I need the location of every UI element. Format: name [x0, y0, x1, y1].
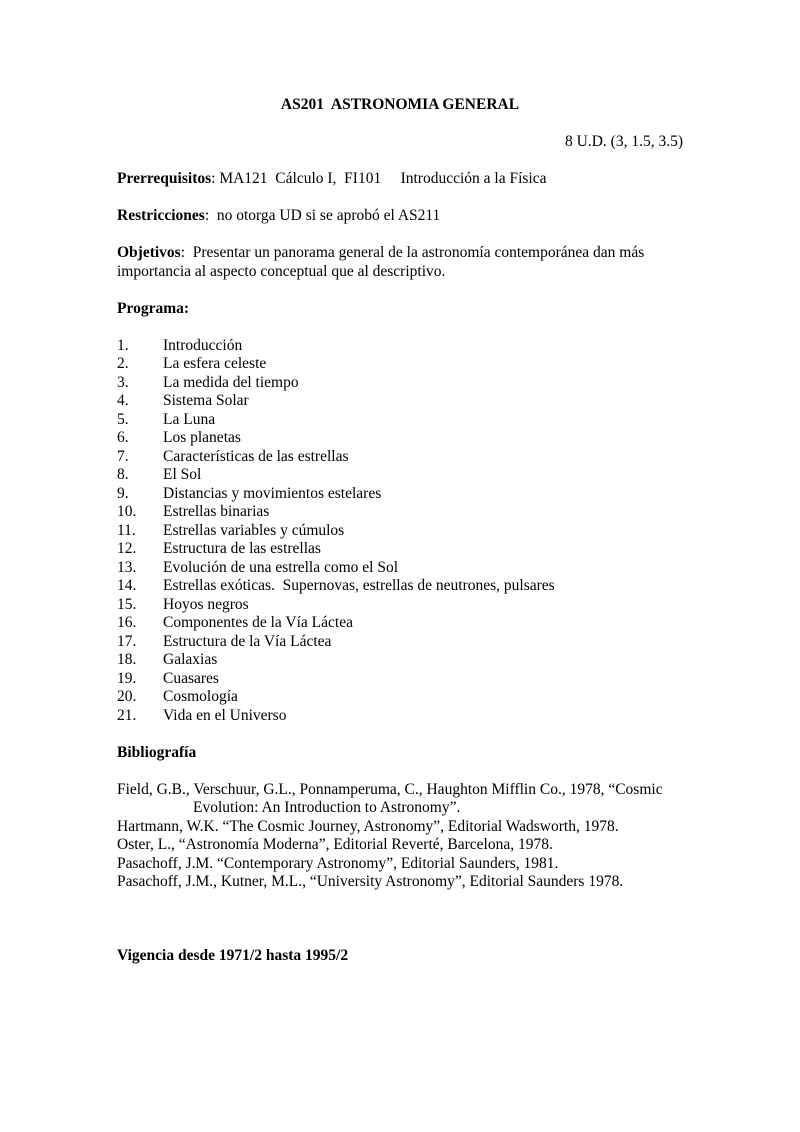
program-item	[117, 448, 683, 467]
program-item-text: Componentes de la Vía Láctea	[163, 614, 353, 631]
program-item	[117, 596, 683, 615]
bibliography-entry-continuation: Evolution: An Introduction to Astronomy”.	[193, 799, 461, 816]
program-item-number: 19.	[117, 669, 137, 687]
program-item	[117, 522, 683, 541]
program-item	[117, 707, 683, 726]
program-item-text: Los planetas	[163, 429, 241, 446]
program-item-number: 1.	[117, 336, 129, 354]
prerequisites-text: : MA121 Cálculo I, FI101 Introducción a la Física	[211, 170, 547, 187]
program-item	[117, 633, 683, 652]
program-item	[117, 355, 683, 374]
bibliography-entry: Pasachoff, J.M., Kutner, M.L., “University Astronomy”, Editorial Saunders 1978.	[117, 873, 624, 890]
validity-statement: Vigencia desde 1971/2 hasta 1995/2	[117, 947, 349, 964]
restrictions-paragraph	[117, 207, 683, 226]
program-heading: Programa:	[117, 299, 190, 317]
prerequisites-paragraph	[117, 170, 683, 189]
program-item	[117, 411, 683, 430]
program-item-text: Galaxias	[163, 651, 218, 668]
program-item	[117, 688, 683, 707]
program-item-text: Cuasares	[163, 669, 219, 687]
program-item-number: 14.	[117, 577, 137, 594]
program-item-number: 17.	[117, 632, 137, 650]
program-item	[117, 503, 683, 522]
program-item-number: 5.	[117, 410, 129, 428]
program-item-number: 21.	[117, 706, 137, 724]
program-item-number: 6.	[117, 429, 129, 446]
program-item-text: Vida en el Universo	[163, 706, 287, 724]
program-item	[117, 466, 683, 485]
program-item-number: 10.	[117, 503, 137, 520]
objectives-paragraph	[117, 244, 683, 281]
program-item	[117, 337, 683, 356]
objectives-label: Objetivos	[117, 244, 181, 261]
bibliography-entry: Hartmann, W.K. “The Cosmic Journey, Astronomy”, Editorial Wadsworth, 1978.	[117, 817, 619, 835]
prerequisites-label: Prerrequisitos	[117, 170, 212, 187]
program-item-text: Distancias y movimientos estelares	[163, 484, 382, 502]
objectives-text: : Presentar un panorama general de la astronomía contemporánea dan más importancia al aspecto conceptual que al descriptivo.	[117, 244, 649, 280]
program-item-text: Estrellas variables y cúmulos	[163, 521, 345, 539]
program-list	[117, 337, 683, 726]
program-item	[117, 429, 683, 448]
program-item-number: 8.	[117, 466, 129, 483]
program-item-text: Estrellas exóticas. Supernovas, estrellas de neutrones, pulsares	[163, 577, 555, 594]
program-item	[117, 577, 683, 596]
program-item	[117, 540, 683, 559]
program-item-text: Características de las estrellas	[163, 447, 349, 465]
bibliography-entry: Field, G.B., Verschuur, G.L., Ponnamperuma, C., Haughton Mifflin Co., 1978, “Cosmic	[117, 780, 663, 798]
program-item-number: 7.	[117, 447, 129, 465]
bibliography-entry: Oster, L., “Astronomía Moderna”, Editorial Reverté, Barcelona, 1978.	[117, 836, 553, 853]
program-item-text: La medida del tiempo	[163, 373, 299, 391]
program-item-text: Hoyos negros	[163, 595, 249, 613]
program-item-number: 12.	[117, 540, 137, 557]
program-item-text: Evolución de una estrella como el Sol	[163, 558, 399, 576]
program-item-text: Introducción	[163, 336, 243, 354]
program-item-text: Estructura de las estrellas	[163, 540, 321, 557]
program-item-number: 20.	[117, 688, 137, 705]
program-item-text: Cosmología	[163, 688, 238, 705]
program-item-number: 16.	[117, 614, 137, 631]
program-item	[117, 614, 683, 633]
program-item-number: 18.	[117, 651, 137, 668]
program-item-text: La Luna	[163, 410, 216, 428]
program-item-number: 4.	[117, 392, 129, 409]
program-item-text: Estrellas binarias	[163, 503, 270, 520]
restrictions-label: Restricciones	[117, 207, 205, 224]
program-item	[117, 559, 683, 578]
program-item	[117, 392, 683, 411]
program-item-text: Sistema Solar	[163, 392, 249, 409]
program-item	[117, 374, 683, 393]
bibliography-heading: Bibliografía	[117, 743, 197, 761]
program-item-number: 9.	[117, 484, 129, 502]
program-item	[117, 485, 683, 504]
page-title: AS201 ASTRONOMIA GENERAL	[280, 96, 520, 113]
bibliography-entry: Pasachoff, J.M. “Contemporary Astronomy”, Editorial Saunders, 1981.	[117, 854, 559, 872]
program-item-text: El Sol	[163, 466, 202, 483]
program-item	[117, 651, 683, 670]
restrictions-text: : no otorga UD si se aprobó el AS211	[204, 207, 441, 224]
program-item-number: 11.	[117, 521, 136, 539]
program-item-number: 2.	[117, 355, 129, 372]
bibliography-list	[117, 781, 683, 892]
program-item-number: 15.	[117, 595, 137, 613]
program-item-number: 13.	[117, 558, 137, 576]
program-item-text: Estructura de la Vía Láctea	[163, 632, 332, 650]
program-item-text: La esfera celeste	[163, 355, 267, 372]
program-item-number: 3.	[117, 373, 129, 391]
credits-units: 8 U.D. (3, 1.5, 3.5)	[565, 133, 683, 150]
program-item	[117, 670, 683, 689]
